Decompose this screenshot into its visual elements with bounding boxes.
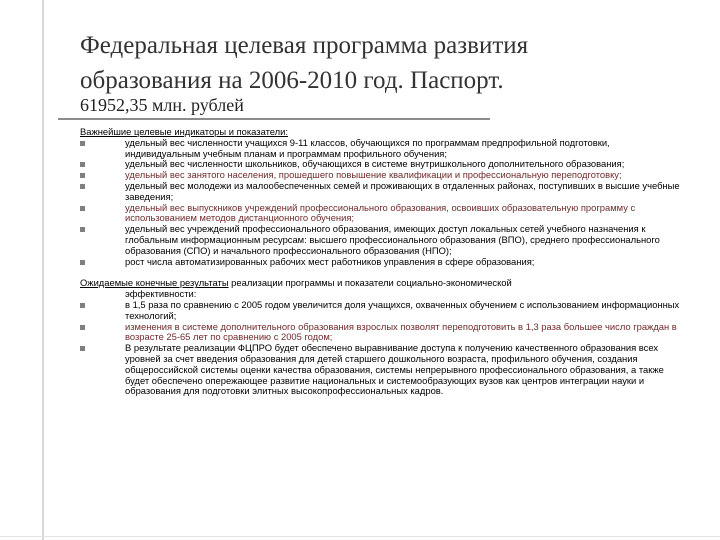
list-item [80, 181, 680, 203]
square-bullet-icon [80, 206, 85, 211]
results-heading-rest: реализации программы и показатели социально-экономической [228, 277, 512, 289]
list-item [80, 343, 680, 397]
title-divider [58, 118, 490, 120]
square-bullet-icon [80, 303, 85, 308]
square-bullet-icon [80, 184, 85, 189]
title-line-2: образования на 2006-2010 год. Паспорт. [80, 67, 504, 94]
list-item-text: удельный вес молодежи из малообеспеченных семей и проживающих в отдаленных районах, поступивших в высшие учебные заведения; [125, 179, 680, 202]
square-bullet-icon [80, 346, 85, 351]
left-frame-line [42, 0, 44, 540]
list-item-text: удельный вес выпускников учреждений профессионального образования, освоивших образовательную программу с использованием методов дистанционного обучения; [125, 201, 636, 224]
list-item [80, 257, 680, 268]
list-item-text: удельный вес занятого населения, прошедшего повышение квалификации и профессиональную переподготовку; [125, 169, 622, 181]
title-line-1: Федеральная целевая программа развития [80, 32, 529, 59]
results-heading-continuation: эффективности: [125, 288, 197, 300]
indicators-list [80, 138, 680, 268]
list-item-text: удельный вес численности школьников, обучающихся в системе внутришкольного дополнительного образования; [125, 158, 625, 170]
list-item-text: рост числа автоматизированных рабочих мест работников управления в сфере образования; [125, 255, 535, 267]
list-item-text: удельный вес учреждений профессионального образования, имеющих доступ локальных сетей учебного назначения к глобальным информационным ресурсам: высшего профессионального образования (ВПО), среднего профессионального образования (СПО) и начального профессионального образования (НПО); [125, 223, 660, 256]
list-item-text: В результате реализации ФЦПРО будет обеспечено выравнивание доступа к получению качественного образования всех уровней за счет введения образования для детей старшего дошкольного возраста, профильного обучения, создания общероссийской системы оценки качества образования, системы непрерывного профессионального образования, а также будет обеспечено опережающее развитие национальных и системообразующих вузов как центров интеграции науки и образования для подготовки элитных высокопрофессиональных кадров. [125, 342, 664, 397]
list-item [80, 203, 680, 225]
list-item [80, 322, 680, 344]
list-item [80, 224, 680, 256]
bottom-frame-line [0, 536, 720, 537]
square-bullet-icon [80, 325, 85, 330]
results-list [80, 300, 680, 397]
square-bullet-icon [80, 227, 85, 232]
list-item [80, 138, 680, 160]
list-item [80, 300, 680, 322]
list-item-text: в 1,5 раза по сравнению с 2005 годом увеличится доля учащихся, охваченных обучением с использованием информационных технологий; [125, 298, 680, 321]
budget-subtitle: 61952,35 млн. рублей [80, 95, 244, 115]
slide-title [80, 28, 680, 98]
list-item-text: удельный вес численности учащихся 9-11 классов, обучающихся по программам предпрофильной подготовки, индивидуальным учебным планам и программам профильного обучения; [125, 136, 610, 159]
list-item-text: изменения в системе дополнительного образования взрослых позволят переподготовить в 1,3 раза большее число граждан в возрасте 25-65 лет по сравнению с 2005 годом; [125, 320, 677, 343]
square-bullet-icon [80, 173, 85, 178]
results-heading-underlined: Ожидаемые конечные результаты [80, 277, 229, 289]
indicators-heading: Важнейшие целевые индикаторы и показатели: [80, 126, 288, 137]
square-bullet-icon [80, 141, 85, 146]
square-bullet-icon [80, 162, 85, 167]
square-bullet-icon [80, 260, 85, 265]
slide-body [80, 127, 680, 397]
